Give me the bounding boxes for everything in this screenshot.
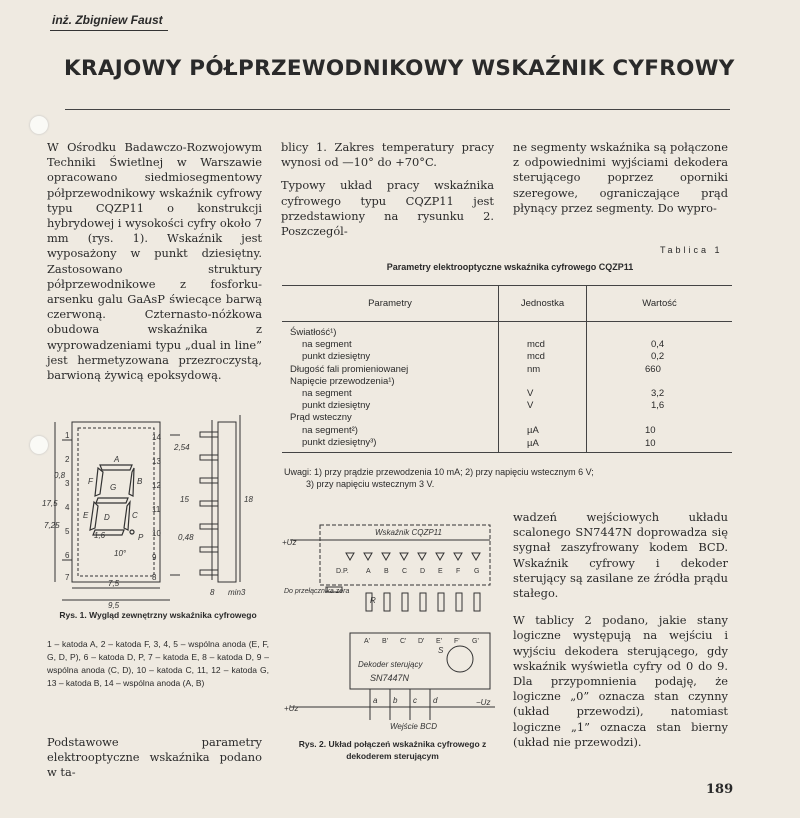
pin-label: 4 bbox=[65, 503, 70, 512]
out-label: G' bbox=[472, 638, 479, 645]
input-labels bbox=[373, 696, 438, 705]
table-note-1: Uwagi: 1) przy prądzie przewodzenia 10 mA; 2) przy napięciu wstecznym 6 V; bbox=[284, 467, 594, 477]
led-diodes bbox=[346, 553, 480, 560]
table-row: na segment bbox=[302, 388, 352, 400]
in-label: a bbox=[373, 696, 378, 705]
out-label: F' bbox=[454, 638, 460, 645]
output-labels bbox=[364, 638, 479, 645]
figure-2-circuit bbox=[280, 515, 505, 735]
transistor bbox=[447, 646, 473, 672]
author-rule bbox=[50, 30, 168, 31]
table-row: Światłość¹) bbox=[290, 327, 337, 338]
segment-letter: F bbox=[88, 477, 93, 486]
pin-label: 12 bbox=[152, 481, 161, 490]
segment-labels bbox=[336, 568, 479, 575]
dim-label: 9,5 bbox=[108, 601, 120, 610]
col2-paragraph-2: Typowy układ pracy wskaźnika cyfrowego typu CQZP11 jest przedstawiony na rysunku 2. Poszczegól- bbox=[281, 178, 494, 239]
pin-label: 1 bbox=[65, 431, 70, 440]
dim-label: min3 bbox=[228, 588, 246, 597]
figure-1-caption-body: 1 – katoda A, 2 – katoda F, 3, 4, 5 – wspólna anoda (E, F, G, D, P), 6 – katoda D, P, 7 – katoda E, 8 – katoda D, 9 – wspólna anoda (C, D), 10 – katoda C, 11, 12 – katoda G, 13 – katoda B, 14 – wspólna anoda (A, B) bbox=[47, 639, 269, 688]
pin-label: 2 bbox=[65, 455, 70, 464]
seg-label: D bbox=[420, 568, 426, 575]
seg-label: A bbox=[366, 568, 371, 575]
table-caption: Parametry elektrooptyczne wskaźnika cyfrowego CQZP11 bbox=[386, 262, 634, 272]
table-label: Tablica 1 bbox=[660, 245, 723, 255]
switch-label: Do przełącznika zera bbox=[284, 588, 350, 595]
header-parametry: Parametry bbox=[282, 286, 499, 322]
col4-paragraph-2: W tablicy 2 podano, jakie stany logiczne występują na wejściu i wyjściu dekodera sterującego, gdy wskaźnik wyświetla cyfry od 0 do 9. Dla przypomnienia podaję, że logiczne „0” oznacza stan czynny (układ przewodzi), natomiast logiczne „1” oznacza stan bierny (układ nie przewodzi). bbox=[513, 613, 728, 749]
figure-2-caption: Rys. 2. Układ połączeń wskaźnika cyfrowego z dekoderem sterującym bbox=[298, 739, 487, 761]
dim-label: 7,25 bbox=[44, 521, 60, 530]
vcc-label-bottom: +Uz bbox=[284, 704, 299, 713]
punch-hole-top bbox=[30, 116, 48, 134]
pin-label: 8 bbox=[152, 573, 157, 582]
segment-letter: C bbox=[132, 511, 138, 520]
col3-paragraph-1: ne segmenty wskaźnika są połączone z odpowiednimi wyjściami dekodera sterującego poprzez oporniki szeregowe, ograniczające prąd płynący przez segmenty. Do wypro- bbox=[513, 140, 728, 215]
table-row: Prąd wsteczny bbox=[290, 412, 352, 424]
table-row: punkt dziesiętny bbox=[302, 351, 371, 363]
seven-segment-digit bbox=[90, 465, 134, 535]
figure-1-caption-title: Rys. 1. Wygląd zewnętrzny wskaźnika cyfrowego bbox=[59, 610, 257, 620]
table-row: na segment²) bbox=[302, 424, 358, 436]
column-1 bbox=[47, 140, 262, 391]
in-label: d bbox=[433, 696, 438, 705]
table-row: Napięcie przewodzenia¹) bbox=[290, 375, 395, 387]
dim-label: 8 bbox=[210, 588, 215, 597]
column-2 bbox=[281, 140, 494, 247]
pin-numbers-left bbox=[65, 431, 70, 582]
vcc-label: +Uz bbox=[282, 538, 297, 547]
segment-letter: E bbox=[83, 511, 89, 520]
header-jednostka: Jednostka bbox=[499, 286, 587, 322]
transistor-label: S bbox=[438, 646, 444, 655]
col4-paragraph-1: wadzeń wejściowych układu scalonego SN7447N doprowadza się sygnał zaszyfrowany kodem BCD. Wskaźnik cyfrowy i dekoder sterujący są zasilane ze źródła prądu stałego. bbox=[513, 510, 728, 601]
decoder-model: SN7447N bbox=[370, 673, 410, 683]
dim-label: 1,6 bbox=[94, 531, 106, 540]
pin-label: 11 bbox=[152, 505, 161, 514]
package-pins bbox=[200, 432, 218, 575]
pin-label: 3 bbox=[65, 479, 70, 488]
pin-label: 7 bbox=[65, 573, 70, 582]
segment-letter: G bbox=[110, 483, 117, 492]
pin-label: 6 bbox=[65, 551, 70, 560]
segment-letter: D bbox=[104, 513, 110, 522]
col2-paragraph-1: blicy 1. Zakres temperatury pracy wynosi od —10° do +70°C. bbox=[281, 140, 494, 170]
pin-label: 9 bbox=[152, 553, 157, 562]
dim-label: 2,54 bbox=[174, 443, 190, 452]
header-wartosc: Wartość bbox=[587, 286, 733, 322]
out-label: C' bbox=[400, 638, 407, 645]
inputs-label: Wejście BCD bbox=[390, 722, 437, 731]
package-side-view bbox=[200, 422, 236, 582]
seg-label: C bbox=[402, 568, 408, 575]
dimension-labels bbox=[42, 443, 253, 610]
gnd-label: −Uz bbox=[476, 698, 491, 707]
dim-label: 18 bbox=[244, 495, 253, 504]
resistor-label: R bbox=[370, 596, 376, 605]
table-row: punkt dziesiętny bbox=[302, 400, 371, 412]
page-number: 189 bbox=[706, 782, 734, 797]
segment-letter: P bbox=[138, 533, 144, 542]
dim-label: 15 bbox=[180, 495, 189, 504]
seg-label: D.P. bbox=[336, 568, 349, 575]
out-label: E' bbox=[436, 638, 443, 645]
parameters-table: Parametry Jednostka Wartość Światłość¹) na segment mcd 0,4 punkt dziesiętny mcd 0,2 Długość fali promieniowanej nm 660 Napięcie przewodzenia¹) na segment V 3,2 punkt dziesiętny V 1,6 Prąd wsteczny na segment²) µA 10 punkt dziesiętny³) µA 10 bbox=[282, 285, 732, 453]
seg-label: F bbox=[456, 568, 461, 575]
seg-label: G bbox=[474, 568, 480, 575]
indicator-label: Wskaźnik CQZP11 bbox=[375, 528, 442, 537]
table-row: na segment bbox=[302, 339, 352, 351]
figure-1-drawing bbox=[40, 410, 272, 610]
pin-label: 13 bbox=[152, 457, 161, 466]
col1-paragraph-2: Podstawowe parametry elektrooptyczne wskaźnika podano w ta- bbox=[47, 735, 262, 780]
pin-label: 14 bbox=[152, 433, 161, 442]
indicator-outline bbox=[72, 422, 160, 582]
out-label: A' bbox=[364, 638, 371, 645]
table-row: Długość fali promieniowanej bbox=[290, 363, 409, 375]
in-label: c bbox=[413, 696, 417, 705]
column-3 bbox=[513, 140, 728, 224]
dim-label: 10° bbox=[114, 549, 127, 558]
dim-label: 7,5 bbox=[108, 579, 120, 588]
out-label: D' bbox=[418, 638, 425, 645]
column-4 bbox=[513, 510, 728, 758]
col1-paragraph-1: W Ośrodku Badawczo-Rozwojowym Techniki Świetlnej w Warszawie opracowano siedmiosegmentowy półprzewodnikowy wskaźnik cyfrowy typu CQZP11 o konstrukcji hybrydowej i wysokości cyfry około 7 mm (rys. 1). Wskaźnik jest wyposażony w punkt dziesiętny. Zastosowano struktury półprzewodnikowe z fosforku-arsenku galu GaAsP świecące barwą czerwoną. Czternasto-nóżkowa obudowa wskaźnika z wyprowadzeniami typu „dual in line” jest hermetyzowana przezroczystą, barwioną żywicą epoksydową. bbox=[47, 140, 262, 383]
pin-label: 10 bbox=[152, 529, 161, 538]
dim-label: 17,5 bbox=[42, 499, 58, 508]
column-1-bottom bbox=[47, 735, 262, 789]
segment-letter: B bbox=[137, 477, 143, 486]
dim-label: 0,48 bbox=[178, 533, 194, 542]
in-label: b bbox=[393, 696, 398, 705]
table-row: punkt dziesiętny³) bbox=[302, 436, 377, 448]
title-rule bbox=[65, 109, 730, 110]
seg-label: B bbox=[384, 568, 389, 575]
seg-label: E bbox=[438, 568, 443, 575]
out-label: B' bbox=[382, 638, 389, 645]
segment-letter: A bbox=[114, 455, 120, 464]
table-note-2: 3) przy napięciu wstecznym 3 V. bbox=[306, 479, 435, 489]
author: inż. Zbigniew Faust bbox=[52, 13, 163, 27]
dim-label: 0,8 bbox=[54, 471, 66, 480]
pin-label: 5 bbox=[65, 527, 70, 536]
article-title: KRAJOWY PÓŁPRZEWODNIKOWY WSKAŹNIK CYFROWY bbox=[64, 56, 735, 81]
decoder-label: Dekoder sterujący bbox=[358, 660, 423, 669]
